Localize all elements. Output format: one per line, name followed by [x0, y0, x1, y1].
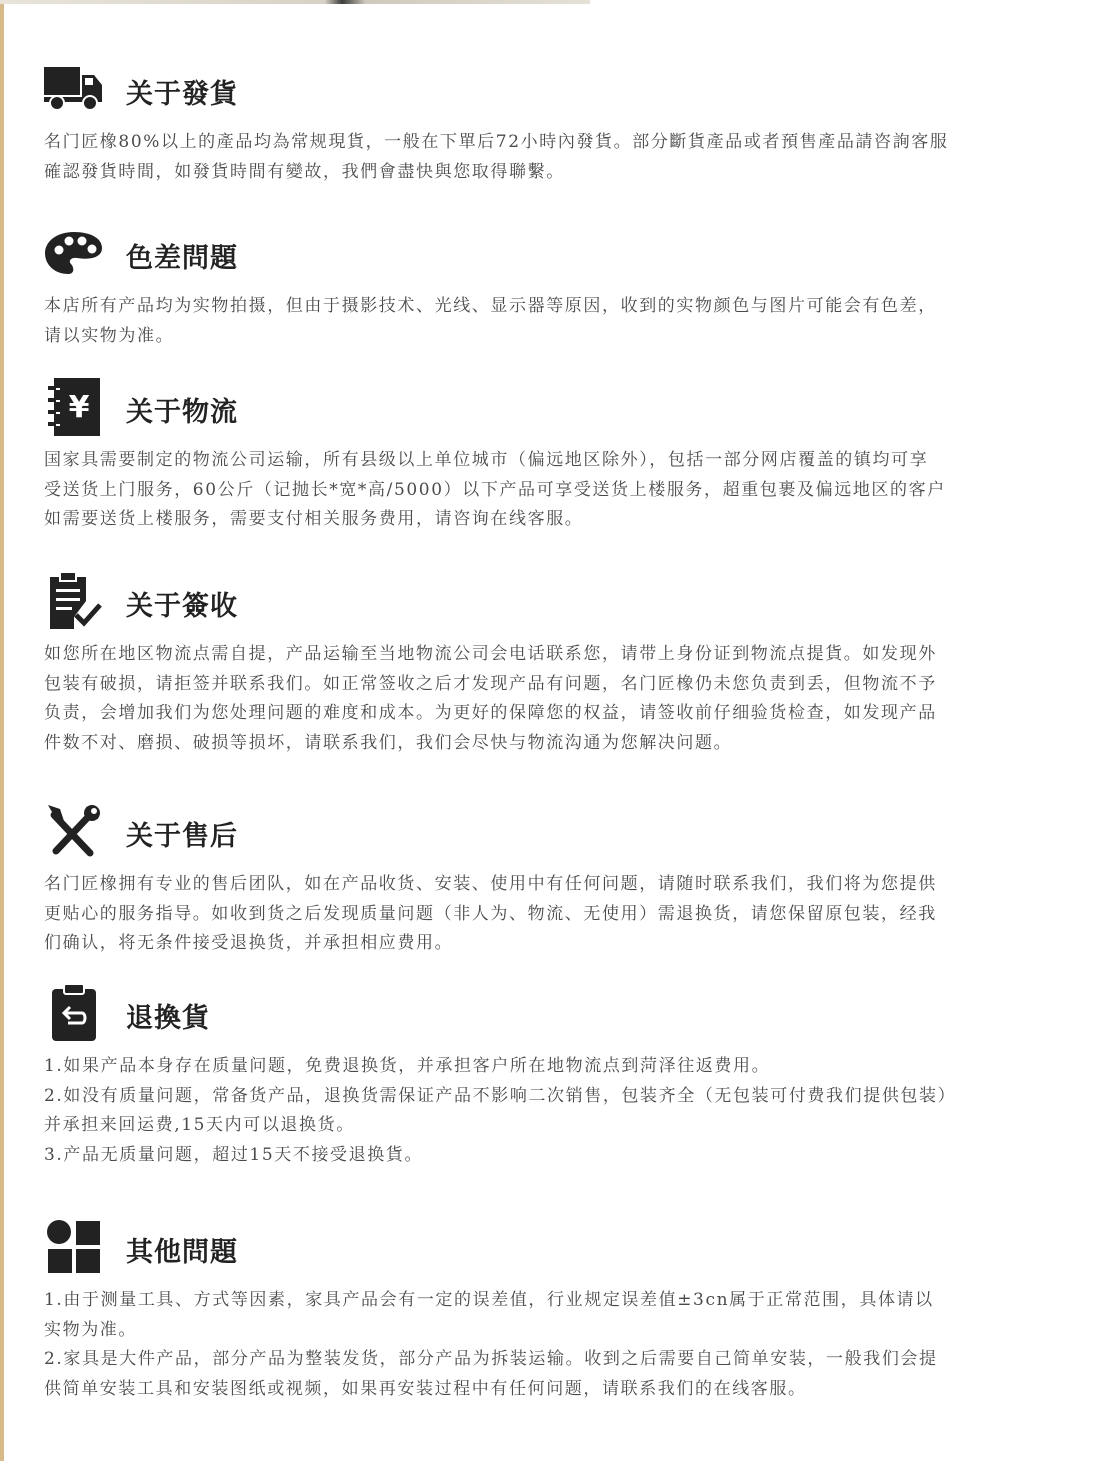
section-title: 其他問題	[126, 1237, 238, 1268]
yen-notebook-icon	[44, 376, 104, 438]
section-logistics	[44, 376, 1064, 535]
palette-icon	[44, 222, 104, 284]
left-border-strip	[0, 0, 4, 1461]
section-title: 色差問題	[126, 243, 238, 274]
svg-text:¥: ¥	[68, 390, 90, 425]
clipboard-check-icon	[44, 570, 104, 632]
text-line: 包装有破损，请拒签并联系我们。如正常签收之后才发现产品有问题，名门匠橡仍未您负责到丢，但物流不予	[44, 673, 937, 694]
text-line: 实物为准。	[44, 1319, 137, 1340]
text-line: 更贴心的服务指导。如收到货之后发现质量问题（非人为、物流、无使用）需退换货，请您保留原包装，经我	[44, 903, 937, 924]
section-text	[44, 446, 1064, 535]
section-title: 关于物流	[126, 397, 238, 428]
section-receiving	[44, 570, 1064, 758]
text-line: 如需要送货上楼服务，需要支付相关服务费用，请咨询在线客服。	[44, 509, 584, 529]
section-text	[44, 1286, 1064, 1404]
text-line: 如您所在地区物流点需自提，产品运输至当地物流公司会电话联系您，请带上身份证到物流点提貨。如发现外	[44, 644, 937, 664]
text-line: 请以实物为准。	[44, 325, 175, 346]
text-line: 件数不对、磨损、破损等损坏，请联系我们，我们会尽快与物流沟通为您解决问题。	[44, 732, 733, 753]
text-line: 2.如没有质量问题，常备货产品，退换货需保证产品不影响二次销售，包装齐全（无包装可付费我们提供包装）	[44, 1085, 957, 1106]
section-title: 关于簽收	[126, 591, 238, 622]
text-line: 3.产品无质量问题，超过15天不接受退换貨。	[44, 1144, 424, 1165]
text-line: 確認發貨時間，如發貨時間有變故，我們會盡快與您取得聯繫。	[44, 161, 565, 182]
text-line: 们确认，将无条件接受退换货，并承担相应费用。	[44, 933, 454, 953]
section-text	[44, 870, 1064, 959]
section-text	[44, 128, 1064, 187]
section-returns	[44, 982, 1064, 1170]
text-line: 名门匠橡拥有专业的售后团队，如在产品收货、安装、使用中有任何问题，请随时联系我们，我们将为您提供	[44, 874, 937, 894]
section-after-sales	[44, 800, 1064, 959]
text-line: 受送货上门服务，60公斤（记抛长*宽*高/5000）以下产品可享受送货上楼服务，超重包裹及偏远地区的客户	[44, 479, 946, 500]
text-line: 名门匠橡80%以上的產品均為常规現貨，一般在下單后72小時內發貨。部分斷貨產品或者預售產品請咨詢客服	[44, 132, 949, 152]
section-text	[44, 292, 1064, 351]
section-color-difference	[44, 222, 1064, 351]
wrench-screwdriver-icon	[44, 800, 104, 862]
section-other	[44, 1216, 1064, 1404]
delivery-truck-icon	[44, 58, 104, 120]
text-line: 并承担来回运费,15天内可以退换货。	[44, 1115, 355, 1135]
text-line: 1.如果产品本身存在质量问题，免费退换货，并承担客户所在地物流点到菏泽往返费用。	[44, 1056, 771, 1076]
text-line: 2.家具是大件产品，部分产品为整装发货，部分产品为拆装运输。收到之后需要自己简单安装，一般我们会提	[44, 1349, 938, 1369]
text-line: 负责，会增加我们为您处理问题的难度和成本。为更好的保障您的权益，请签收前仔细验货检查，如发现产品	[44, 703, 937, 723]
section-title: 关于售后	[126, 821, 238, 852]
section-text	[44, 640, 1064, 758]
text-line: 供简单安装工具和安装图纸或视频，如果再安装过程中有任何问题，请联系我们的在线客服。	[44, 1378, 807, 1399]
section-title: 关于發貨	[126, 79, 238, 110]
text-line: 1.由于测量工具、方式等因素，家具产品会有一定的误差值，行业规定误差值±3cn属于正常范围，具体请以	[44, 1290, 934, 1310]
section-title: 退換貨	[126, 1003, 210, 1034]
top-image-strip	[0, 0, 590, 4]
text-line: 本店所有产品均为实物拍摄，但由于摄影技术、光线、显示器等原因，收到的实物颜色与图片可能会有色差，	[44, 296, 937, 316]
grid-blocks-icon	[44, 1216, 104, 1278]
return-clipboard-icon	[44, 982, 104, 1044]
section-text	[44, 1052, 1064, 1170]
text-line: 国家具需要制定的物流公司运输，所有县级以上单位城市（偏远地区除外），包括一部分网店覆盖的镇均可享	[44, 450, 929, 470]
section-shipping	[44, 58, 1064, 187]
